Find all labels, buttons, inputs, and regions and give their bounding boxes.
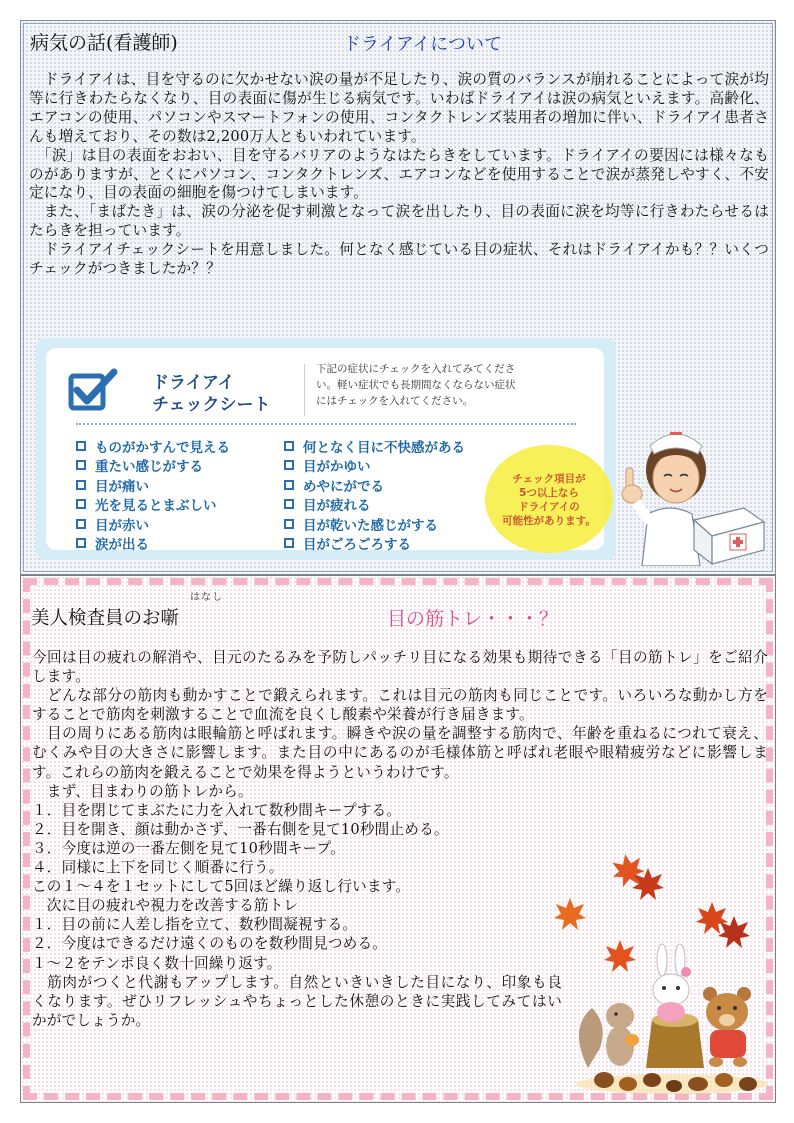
heading-ruby: はなし	[190, 592, 223, 603]
symptom-list-left	[76, 436, 230, 553]
symptom-label: 光を見るとまぶしい	[95, 498, 217, 515]
body-line: ３．今度は逆の一番左側を見て10秒間キープ。	[32, 839, 345, 857]
checkbox[interactable]	[284, 538, 294, 548]
checkbox[interactable]	[76, 480, 86, 490]
body-line: １．目の前に人差し指を立て、数秒間凝視する。	[32, 916, 358, 934]
body-line: ２．今度はできるだけ遠くのものを数秒間見つめる。	[32, 935, 388, 953]
description-line: 下記の症状にチェックを入れてみてくださ	[316, 363, 516, 375]
symptom-label: 何となく目に不快感がある	[303, 439, 465, 456]
maple-leaf-icon	[554, 851, 750, 972]
check-sheet-title-line2: チェックシート	[152, 395, 271, 415]
symptom-label: 目が疲れる	[303, 498, 371, 515]
checkbox[interactable]	[76, 538, 86, 548]
symptom-label: 目がかゆい	[303, 459, 371, 476]
dotted-divider	[76, 423, 576, 425]
symptom-item[interactable]	[76, 436, 230, 456]
checkbox[interactable]	[284, 480, 294, 490]
symptom-item[interactable]	[284, 436, 465, 456]
symptom-label: 目が乾いた感じがする	[303, 517, 438, 534]
first-aid-box-icon	[694, 508, 764, 564]
divider	[304, 364, 305, 416]
disease-paragraph: ドライアイは、目を守るのに欠かせない涙の量が不足したり、涙の質のバランスが崩れることによって涙が均等に行きわたらなくなり、目の表面に傷が生じる病気です。いわばドライアイは涙の病気といえます。高齢化、エアコンの使用、パソコンやスマートフォンの使用、コンタクトレンズ装用者の増加に伴い、ドライアイ患者さんも増えており、その数は2,200万人ともいわれています。	[29, 71, 769, 145]
bear-illustration	[703, 987, 751, 1067]
body-line: どんな部分の筋肉も動かすことで鍛えられます。これは目元の筋肉も同じことです。いろいろな動かし方をすることで筋肉を刺激することで血流を良くし酸素や栄養が行き届きます。	[32, 687, 768, 724]
symptom-label: 涙が出る	[95, 537, 149, 554]
badge-line: チェック項目が	[512, 473, 586, 485]
checkbox[interactable]	[76, 499, 86, 509]
symptom-label: 重たい感じがする	[95, 459, 203, 476]
body-line: 今回は目の疲れの解消や、目元のたるみを予防しパッチリ目になる効果も期待できる「目の筋トレ」をご紹介します。	[32, 649, 768, 686]
body-line: 筋肉がつくと代謝もアップします。自然といきいきした目になり、印象も良くなります。ぜひリフレッシュやちょっとした休憩のときに実践してみてはいかがでしょうか。	[32, 973, 562, 1029]
disease-paragraph: ドライアイチェックシートを用意しました。何となく感じている目の症状、それはドライアイかも？？いくつチェックがつきましたか？？	[29, 241, 769, 278]
description-line: い。軽い症状でも長期間なくならない症状	[316, 379, 516, 391]
checkbox[interactable]	[284, 460, 294, 470]
check-result-badge	[485, 445, 613, 553]
symptom-label: ものがかすんで見える	[95, 439, 230, 456]
symptom-item[interactable]	[284, 456, 465, 476]
symptom-item[interactable]	[76, 456, 230, 476]
checkbox[interactable]	[284, 499, 294, 509]
body-line: この１～４を１セットにして5回ほど繰り返し行います。	[32, 878, 411, 896]
body-line: １～２をテンポ良く数十回繰り返す。	[32, 954, 282, 972]
symptom-item[interactable]	[284, 475, 465, 495]
disease-subtitle: ドライアイについて	[343, 34, 502, 55]
symptom-item[interactable]	[76, 495, 230, 515]
symptom-list-right	[284, 436, 465, 553]
checkbox[interactable]	[284, 441, 294, 451]
disease-heading: 病気の話(看護師)	[30, 32, 178, 54]
checkbox[interactable]	[76, 460, 86, 470]
disease-paragraph: また、「まばたき」は、涙の分泌を促す刺激となって涙を出したり、目の表面に涙を均等に行きわたらせるはたらきを担っています。	[29, 203, 769, 240]
checkmark-logo-icon	[68, 368, 118, 412]
disease-paragraph: 「涙」は目の表面をおおい、目を守るバリアのようなはたらきをしています。ドライアイの要因には様々なものがありますが、とくにパソコン、コンタクトレンズ、エアコンなどを使用することで涙が蒸発しやすく、不安定になり、目の表面の細胞を傷つけてしまいます。	[29, 146, 769, 202]
badge-line: 可能性があります。	[502, 515, 596, 527]
body-line: ２．目を開き、顔は動かさず、一番右側を見て10秒間止める。	[32, 820, 449, 838]
inspector-heading: 美人検査員のお噺	[31, 608, 180, 629]
symptom-label: 目が赤い	[95, 517, 149, 534]
body-line: １．目を閉じてまぶたに力を入れて数秒間キープする。	[32, 801, 402, 819]
description-line: にはチェックを入れてください。	[316, 395, 474, 407]
symptom-item[interactable]	[76, 514, 230, 534]
badge-line: ドライアイの	[518, 501, 580, 513]
body-line: 目の周りにある筋肉は眼輪筋と呼ばれます。瞬きや涙の量を調整する筋肉で、年齢を重ねるにつれて衰え、むくみや目の大きさに影響します。また目の中にあるのが毛様体筋と呼ばれ老眼や眼精疲労などに影響します。これらの筋肉を鍛えることで効果を得ようというわけです。	[32, 725, 768, 781]
body-line: 次に目の疲れや視力を改善する筋トレ	[32, 897, 299, 915]
body-line: ４．同様に上下を同じく順番に行う。	[32, 859, 284, 877]
symptom-label: 目が痛い	[95, 478, 149, 495]
eye-training-title: 目の筋トレ・・・？	[387, 608, 559, 630]
checkbox[interactable]	[284, 519, 294, 529]
symptom-item[interactable]	[284, 495, 465, 515]
badge-line: 5つ以上なら	[519, 487, 579, 499]
autumn-animals-illustration	[548, 848, 768, 1096]
check-sheet-description	[316, 361, 516, 409]
disease-body	[29, 71, 769, 279]
rabbit-illustration	[653, 944, 691, 1022]
symptom-label: 目がごろごろする	[303, 537, 411, 554]
squirrel-illustration	[579, 1003, 639, 1068]
body-line: まず、目まわりの筋トレから。	[32, 782, 253, 800]
checkbox[interactable]	[76, 519, 86, 529]
symptom-item[interactable]	[76, 475, 230, 495]
nurse-illustration	[612, 418, 768, 566]
symptom-item[interactable]	[284, 514, 465, 534]
check-sheet-title-line1: ドライアイ	[152, 373, 235, 393]
symptom-item[interactable]	[76, 534, 230, 554]
symptom-label: めやにがでる	[303, 478, 384, 495]
symptom-item[interactable]	[284, 534, 465, 554]
checkbox[interactable]	[76, 441, 86, 451]
